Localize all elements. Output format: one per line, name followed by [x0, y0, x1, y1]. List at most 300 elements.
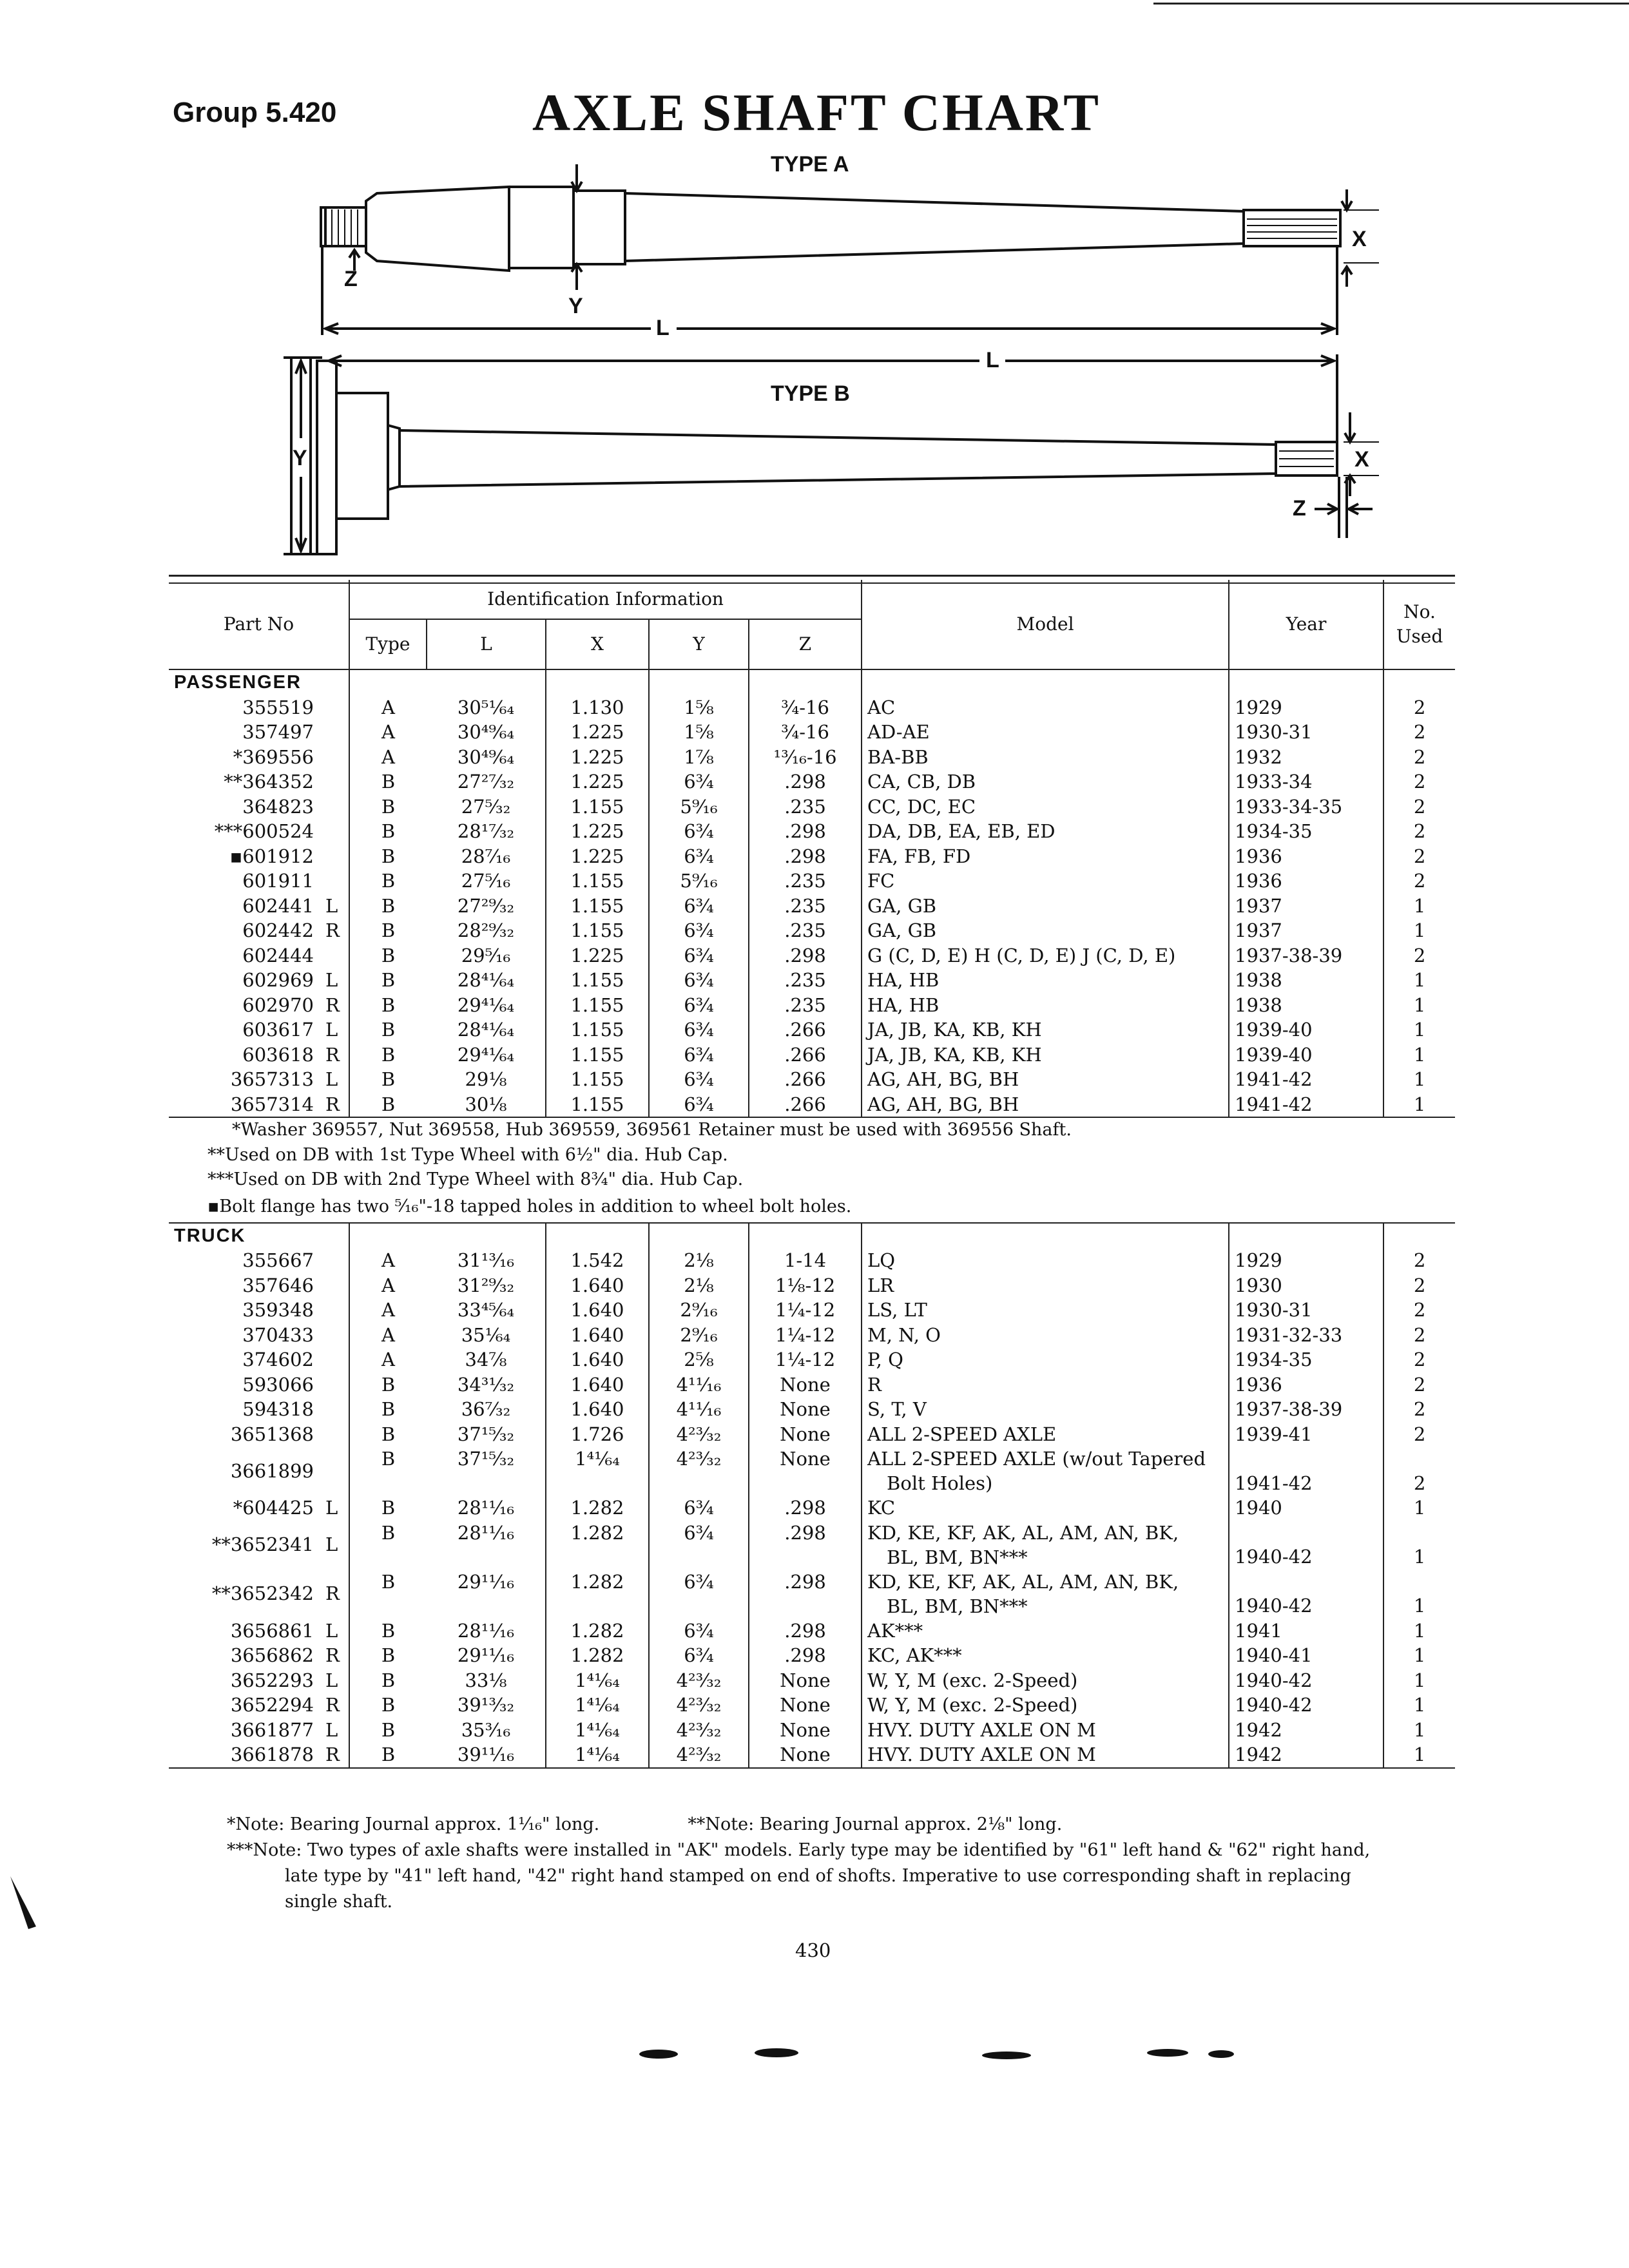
- cell-z: .298: [749, 1619, 862, 1644]
- cell-x: 1.282: [546, 1643, 649, 1668]
- cell-l: 37¹⁵⁄₃₂: [457, 1448, 515, 1470]
- cell-used: 2: [1383, 1372, 1455, 1398]
- cell-model: KC, AK***: [862, 1643, 1229, 1668]
- cell-used: 1: [1383, 1067, 1455, 1092]
- z-label-a: Z: [344, 267, 358, 291]
- part-number: 3661878: [230, 1744, 314, 1765]
- cell-model: KC: [862, 1495, 1229, 1521]
- cell-year: 1931-32-33: [1229, 1323, 1383, 1348]
- cell-used: 2: [1383, 794, 1455, 820]
- cell-x: 1.225: [546, 745, 649, 770]
- cell-type: B: [349, 943, 427, 968]
- cell-z: ¾-16: [749, 695, 862, 720]
- cell-y: 4²³⁄₃₂: [649, 1693, 749, 1718]
- footnote-1: *Note: Bearing Journal approx. 1⅟₁₆" long.: [227, 1814, 600, 1834]
- header-z: Z: [749, 619, 862, 669]
- cell-l: 29⅛: [465, 1068, 507, 1090]
- cell-l: 31¹³⁄₁₆: [457, 1249, 515, 1271]
- part-number: 3652294: [230, 1694, 314, 1716]
- cell-l: 28⁴¹⁄₆₄: [457, 969, 515, 991]
- cell-model: W, Y, M (exc. 2-Speed): [862, 1693, 1229, 1718]
- cell-z: None: [749, 1372, 862, 1398]
- cell-model: FC: [862, 869, 1229, 894]
- cell-z: .266: [749, 1017, 862, 1043]
- cell-z: .298: [749, 844, 862, 869]
- cell-z: .235: [749, 869, 862, 894]
- cell-z: 1¼-12: [749, 1347, 862, 1372]
- cell-type: B: [349, 1742, 427, 1768]
- y-label-b: Y: [293, 446, 307, 470]
- cell-used: 1: [1383, 1619, 1455, 1644]
- cell-x: 1.155: [546, 1067, 649, 1092]
- part-number: 603617: [242, 1019, 314, 1041]
- cell-model: M, N, O: [862, 1323, 1229, 1348]
- part-side: R: [325, 1093, 340, 1115]
- cell-y: 4²³⁄₃₂: [649, 1668, 749, 1693]
- group-label: Group 5.420: [173, 97, 337, 128]
- cell-l: 33⁴⁵⁄₆₄: [457, 1299, 515, 1321]
- cell-model: R: [862, 1372, 1229, 1398]
- cell-used: 1: [1383, 993, 1455, 1018]
- cell-used: 1: [1383, 1643, 1455, 1668]
- part-number: 3657313: [230, 1068, 314, 1090]
- header-part-no: Part No: [169, 580, 349, 669]
- cell-model: LR: [862, 1273, 1229, 1298]
- cell-x: 1.225: [546, 844, 649, 869]
- scan-smudge-5: [1208, 2050, 1234, 2058]
- cell-type: A: [349, 1323, 427, 1348]
- cell-l: 27⁵⁄₃₂: [461, 795, 511, 818]
- cell-y: 6¾: [649, 943, 749, 968]
- cell-year: 1941: [1229, 1619, 1383, 1644]
- cell-l: 28¹⁷⁄₃₂: [457, 820, 515, 842]
- part-number: 594318: [242, 1398, 314, 1420]
- cell-x: 1.640: [546, 1347, 649, 1372]
- cell-type: B: [349, 1570, 427, 1619]
- cell-model: AC: [862, 695, 1229, 720]
- cell-x: 1.155: [546, 918, 649, 943]
- cell-model: S, T, V: [862, 1397, 1229, 1422]
- part-number: 357497: [242, 721, 314, 743]
- cell-type: A: [349, 1248, 427, 1273]
- cell-x: 1.155: [546, 968, 649, 993]
- cell-year: 1937: [1229, 894, 1383, 919]
- cell-y: 6¾: [649, 1643, 749, 1668]
- cell-model: JA, JB, KA, KB, KH: [862, 1043, 1229, 1068]
- cell-type: B: [349, 968, 427, 993]
- cell-y: 6¾: [649, 1619, 749, 1644]
- section-label-passenger: PASSENGER: [174, 672, 302, 693]
- part-side: L: [325, 1533, 338, 1556]
- cell-l: 27⁵⁄₁₆: [461, 870, 511, 892]
- cell-y: 1⅝: [649, 720, 749, 745]
- cell-used: 1: [1383, 1668, 1455, 1693]
- cell-z: ¹³⁄₁₆-16: [749, 745, 862, 770]
- cell-x: 1.282: [546, 1521, 649, 1570]
- cell-x: 1.640: [546, 1323, 649, 1348]
- cell-l: 28⁴¹⁄₆₄: [457, 1019, 515, 1041]
- cell-type: B: [349, 1718, 427, 1743]
- cell-used: 2: [1383, 1347, 1455, 1372]
- cell-type: A: [349, 745, 427, 770]
- cell-y: 2⁹⁄₁₆: [649, 1298, 749, 1323]
- header-used-line1: No.: [1403, 601, 1436, 622]
- part-number: 3652293: [230, 1669, 314, 1691]
- cell-l: 34³¹⁄₃₂: [457, 1373, 515, 1396]
- cell-x: 1⁴¹⁄₆₄: [546, 1668, 649, 1693]
- cell-model: JA, JB, KA, KB, KH: [862, 1017, 1229, 1043]
- cell-z: 1¼-12: [749, 1323, 862, 1348]
- part-side: R: [325, 1644, 340, 1666]
- cell-x: 1.155: [546, 1092, 649, 1118]
- cell-z: .235: [749, 993, 862, 1018]
- cell-z: .235: [749, 894, 862, 919]
- cell-type: A: [349, 720, 427, 745]
- cell-year: 1937: [1229, 918, 1383, 943]
- scan-smudge-2: [755, 2048, 798, 2057]
- cell-used: 2: [1383, 1422, 1455, 1447]
- cell-used: 2: [1383, 720, 1455, 745]
- cell-y: 6¾: [649, 1570, 749, 1619]
- cell-type: B: [349, 869, 427, 894]
- footnote-3-line-2: late type by "41" left hand, "42" right hand stamped on end of shofts. Imperative to use corresponding shaft in replacing: [285, 1866, 1351, 1886]
- cell-used: 1: [1383, 1718, 1455, 1743]
- cell-type: A: [349, 695, 427, 720]
- header-type: Type: [349, 619, 427, 669]
- cell-type: B: [349, 1422, 427, 1447]
- cell-z: None: [749, 1742, 862, 1768]
- cell-model: AG, AH, BG, BH: [862, 1067, 1229, 1092]
- cell-z: None: [749, 1693, 862, 1718]
- part-side: L: [325, 1497, 338, 1519]
- cell-l: 29⁴¹⁄₆₄: [457, 1043, 515, 1066]
- cell-model: ALL 2-SPEED AXLE: [862, 1422, 1229, 1447]
- cell-type: A: [349, 1273, 427, 1298]
- cell-y: 2⁹⁄₁₆: [649, 1323, 749, 1348]
- cell-type: B: [349, 794, 427, 820]
- cell-used: 2: [1383, 1446, 1455, 1495]
- cell-z: .298: [749, 1521, 862, 1570]
- cell-z: .235: [749, 918, 862, 943]
- cell-year: 1940-42: [1229, 1521, 1383, 1570]
- cell-x: 1.225: [546, 769, 649, 794]
- cell-z: ¾-16: [749, 720, 862, 745]
- cell-type: B: [349, 918, 427, 943]
- cell-model: CA, CB, DB: [862, 769, 1229, 794]
- cell-y: 6¾: [649, 918, 749, 943]
- cell-l: 39¹³⁄₃₂: [457, 1694, 515, 1716]
- y-label-a: Y: [568, 294, 583, 318]
- cell-y: 5⁹⁄₁₆: [649, 794, 749, 820]
- part-number: 602441: [242, 894, 314, 917]
- cell-l: 28¹¹⁄₁₆: [457, 1497, 515, 1519]
- cell-z: .235: [749, 794, 862, 820]
- cell-z: .298: [749, 1495, 862, 1521]
- cell-year: 1941-42: [1229, 1446, 1383, 1495]
- part-number: 3661877: [230, 1718, 314, 1741]
- cell-y: 4¹¹⁄₁₆: [649, 1372, 749, 1398]
- cell-y: 1⅞: [649, 745, 749, 770]
- cell-used: 2: [1383, 1298, 1455, 1323]
- cell-used: 1: [1383, 1043, 1455, 1068]
- cell-model: P, Q: [862, 1347, 1229, 1372]
- cell-year: 1933-34: [1229, 769, 1383, 794]
- cell-y: 6¾: [649, 1092, 749, 1118]
- cell-type: B: [349, 1017, 427, 1043]
- footnote-3-line-1: ***Note: Two types of axle shafts were installed in "AK" models. Early type may be identified by "61" left hand & "62" right hand,: [227, 1840, 1371, 1860]
- header-model: Model: [862, 580, 1229, 669]
- cell-y: 1⅝: [649, 695, 749, 720]
- cell-l: 31²⁹⁄₃₂: [457, 1274, 515, 1296]
- part-number: 374602: [242, 1349, 314, 1370]
- cell-z: .298: [749, 1570, 862, 1619]
- part-number: 355667: [242, 1249, 314, 1271]
- part-side: R: [325, 919, 340, 941]
- cell-model: G (C, D, E) H (C, D, E) J (C, D, E): [862, 943, 1229, 968]
- cell-y: 2⅛: [649, 1273, 749, 1298]
- cell-x: 1.155: [546, 869, 649, 894]
- cell-x: 1.155: [546, 1043, 649, 1068]
- cell-y: 6¾: [649, 993, 749, 1018]
- cell-year: 1934-35: [1229, 1347, 1383, 1372]
- cell-model: AG, AH, BG, BH: [862, 1092, 1229, 1118]
- cell-year: 1933-34-35: [1229, 794, 1383, 820]
- cell-l: 33⅛: [465, 1669, 507, 1691]
- cell-year: 1932: [1229, 745, 1383, 770]
- part-number: 602442: [242, 919, 314, 941]
- header-y: Y: [649, 619, 749, 669]
- cell-z: .235: [749, 968, 862, 993]
- part-number: 601911: [242, 870, 314, 892]
- cell-used: 2: [1383, 1248, 1455, 1273]
- cell-y: 6¾: [649, 1043, 749, 1068]
- cell-y: 6¾: [649, 968, 749, 993]
- header-x: X: [546, 619, 649, 669]
- part-number: ▪601912: [229, 845, 314, 867]
- cell-z: 1⅛-12: [749, 1273, 862, 1298]
- cell-year: 1936: [1229, 1372, 1383, 1398]
- cell-used: 2: [1383, 769, 1455, 794]
- cell-year: 1929: [1229, 1248, 1383, 1273]
- cell-x: 1.155: [546, 993, 649, 1018]
- model-line-1: ALL 2-SPEED AXLE (w/out Tapered: [867, 1448, 1206, 1470]
- cell-y: 4²³⁄₃₂: [649, 1446, 749, 1495]
- page-number: 430: [795, 1939, 831, 1961]
- cell-l: 35¹⁄₆₄: [461, 1323, 511, 1346]
- part-number: *369556: [233, 745, 314, 768]
- cell-l: 29⁴¹⁄₆₄: [457, 994, 515, 1016]
- cell-type: B: [349, 1372, 427, 1398]
- cell-z: .266: [749, 1043, 862, 1068]
- cell-x: 1.155: [546, 1017, 649, 1043]
- cell-year: 1940-42: [1229, 1693, 1383, 1718]
- cell-l: 28¹¹⁄₁₆: [457, 1619, 515, 1642]
- cell-x: 1.155: [546, 894, 649, 919]
- cell-used: 1: [1383, 1521, 1455, 1570]
- part-side: R: [325, 1043, 340, 1066]
- cell-year: 1938: [1229, 993, 1383, 1018]
- cell-z: .298: [749, 1643, 862, 1668]
- header-used-line2: Used: [1396, 626, 1443, 647]
- cell-type: B: [349, 1067, 427, 1092]
- cell-x: 1.155: [546, 794, 649, 820]
- cell-type: B: [349, 1495, 427, 1521]
- cell-l: 30⁵¹⁄₆₄: [457, 696, 515, 718]
- part-side: L: [325, 1619, 338, 1642]
- cell-x: 1.542: [546, 1248, 649, 1273]
- cell-year: 1941-42: [1229, 1067, 1383, 1092]
- cell-used: 1: [1383, 1742, 1455, 1768]
- part-number: 602444: [242, 944, 314, 966]
- part-side: L: [325, 894, 338, 917]
- part-number: 364823: [242, 795, 314, 818]
- footnote-2: **Note: Bearing Journal approx. 2⅛" long.: [688, 1814, 1063, 1834]
- cell-y: 5⁹⁄₁₆: [649, 869, 749, 894]
- cell-year: 1934-35: [1229, 819, 1383, 844]
- part-number: 3657314: [230, 1093, 314, 1115]
- cell-model: AD-AE: [862, 720, 1229, 745]
- cell-type: B: [349, 1643, 427, 1668]
- cell-l: 27²⁷⁄₃₂: [457, 771, 515, 793]
- cell-model: GA, GB: [862, 918, 1229, 943]
- part-number: 3651368: [230, 1423, 314, 1445]
- cell-model: LS, LT: [862, 1298, 1229, 1323]
- cell-year: 1938: [1229, 968, 1383, 993]
- cell-year: 1930: [1229, 1273, 1383, 1298]
- cell-model: HVY. DUTY AXLE ON M: [862, 1742, 1229, 1768]
- cell-model: BA-BB: [862, 745, 1229, 770]
- cell-used: 1: [1383, 1693, 1455, 1718]
- passenger-note: ▪Bolt flange has two ⁵⁄₁₆"-18 tapped holes in addition to wheel bolt holes.: [169, 1193, 1455, 1223]
- part-number: 355519: [242, 696, 314, 718]
- cell-z: None: [749, 1446, 862, 1495]
- part-number: 359348: [242, 1299, 314, 1321]
- cell-l: 29¹¹⁄₁₆: [457, 1644, 515, 1666]
- cell-l: 36⁷⁄₃₂: [461, 1398, 511, 1420]
- cell-x: 1.726: [546, 1422, 649, 1447]
- cell-type: B: [349, 769, 427, 794]
- cell-z: .266: [749, 1067, 862, 1092]
- cell-year: 1929: [1229, 695, 1383, 720]
- part-number: 357646: [242, 1274, 314, 1296]
- cell-x: 1⁴¹⁄₆₄: [546, 1718, 649, 1743]
- cell-year: 1930-31: [1229, 720, 1383, 745]
- cell-used: 2: [1383, 819, 1455, 844]
- cell-year: 1942: [1229, 1718, 1383, 1743]
- cell-z: 1-14: [749, 1248, 862, 1273]
- cell-y: 4¹¹⁄₁₆: [649, 1397, 749, 1422]
- cell-year: 1937-38-39: [1229, 1397, 1383, 1422]
- cell-y: 6¾: [649, 844, 749, 869]
- cell-l: 28⁷⁄₁₆: [461, 845, 511, 867]
- cell-used: 2: [1383, 695, 1455, 720]
- part-number: **3652342: [211, 1582, 314, 1605]
- cell-l: 28²⁹⁄₃₂: [457, 919, 515, 941]
- cell-l: 29¹¹⁄₁₆: [457, 1570, 515, 1593]
- cell-year: 1940-41: [1229, 1643, 1383, 1668]
- part-number: 3656861: [230, 1619, 314, 1642]
- page-title: AXLE SHAFT CHART: [532, 83, 1101, 142]
- cell-l: 39¹¹⁄₁₆: [427, 1742, 546, 1768]
- model-line-2: Bolt Holes): [887, 1472, 993, 1494]
- cell-year: 1936: [1229, 869, 1383, 894]
- cell-used: 2: [1383, 1323, 1455, 1348]
- header-l: L: [427, 619, 546, 669]
- cell-year: 1939-40: [1229, 1017, 1383, 1043]
- cell-x: 1.282: [546, 1495, 649, 1521]
- l-label-b: L: [986, 348, 999, 372]
- part-number: 593066: [242, 1373, 314, 1396]
- cell-y: 4²³⁄₃₂: [649, 1422, 749, 1447]
- part-number: ***600524: [214, 820, 314, 842]
- cell-year: 1939-40: [1229, 1043, 1383, 1068]
- type-a-label: TYPE A: [771, 152, 849, 177]
- cell-type: B: [349, 1521, 427, 1570]
- cell-model: GA, GB: [862, 894, 1229, 919]
- cell-x: 1.640: [546, 1397, 649, 1422]
- model-line-1: KD, KE, KF, AK, AL, AM, AN, BK,: [867, 1521, 1179, 1544]
- passenger-note: *Washer 369557, Nut 369558, Hub 369559, 369561 Retainer must be used with 369556 Shaft.: [232, 1120, 1072, 1140]
- part-side: L: [325, 1019, 338, 1041]
- model-line-2: BL, BM, BN***: [887, 1595, 1028, 1617]
- cell-x: 1.282: [546, 1570, 649, 1619]
- cell-used: 1: [1383, 1495, 1455, 1521]
- passenger-note: **Used on DB with 1st Type Wheel with 6½" dia. Hub Cap.: [207, 1144, 728, 1165]
- cell-type: A: [349, 1298, 427, 1323]
- part-side: R: [325, 994, 340, 1016]
- cell-x: 1⁴¹⁄₆₄: [546, 1693, 649, 1718]
- cell-y: 6¾: [649, 894, 749, 919]
- cell-y: 2⅛: [649, 1248, 749, 1273]
- cell-type: B: [349, 844, 427, 869]
- cell-model: W, Y, M (exc. 2-Speed): [862, 1668, 1229, 1693]
- cell-z: .298: [749, 819, 862, 844]
- cell-used: 2: [1383, 943, 1455, 968]
- cell-y: 6¾: [649, 1495, 749, 1521]
- cell-used: 2: [1383, 1397, 1455, 1422]
- cell-used: 1: [1383, 1570, 1455, 1619]
- cell-year: 1941-42: [1229, 1092, 1383, 1118]
- part-number: 370433: [242, 1323, 314, 1346]
- cell-x: 1⁴¹⁄₆₄: [546, 1742, 649, 1768]
- cell-y: 4²³⁄₃₂: [649, 1718, 749, 1743]
- cell-y: 2⅝: [649, 1347, 749, 1372]
- part-side: R: [325, 1582, 340, 1605]
- cell-used: 1: [1383, 1017, 1455, 1043]
- part-side: L: [325, 1068, 338, 1090]
- cell-year: 1940-42: [1229, 1570, 1383, 1619]
- cell-l: 35³⁄₁₆: [461, 1718, 511, 1741]
- cell-model: HA, HB: [862, 993, 1229, 1018]
- cell-l: 37¹⁵⁄₃₂: [457, 1423, 515, 1445]
- cell-used: 1: [1383, 968, 1455, 993]
- cell-l: 30⁴⁹⁄₆₄: [457, 745, 515, 768]
- l-label-a: L: [656, 316, 670, 340]
- cell-x: 1.225: [546, 943, 649, 968]
- cell-x: 1⁴¹⁄₆₄: [546, 1446, 649, 1495]
- cell-year: 1937-38-39: [1229, 943, 1383, 968]
- cell-l: 30⅛: [427, 1092, 546, 1118]
- cell-type: B: [349, 1397, 427, 1422]
- part-side: L: [325, 969, 338, 991]
- cell-x: 1.225: [546, 819, 649, 844]
- cell-year: 1930-31: [1229, 1298, 1383, 1323]
- model-line-1: KD, KE, KF, AK, AL, AM, AN, BK,: [867, 1570, 1179, 1593]
- cell-type: B: [349, 1446, 427, 1495]
- cell-z: None: [749, 1397, 862, 1422]
- part-side: L: [325, 1718, 338, 1741]
- cell-z: None: [749, 1718, 862, 1743]
